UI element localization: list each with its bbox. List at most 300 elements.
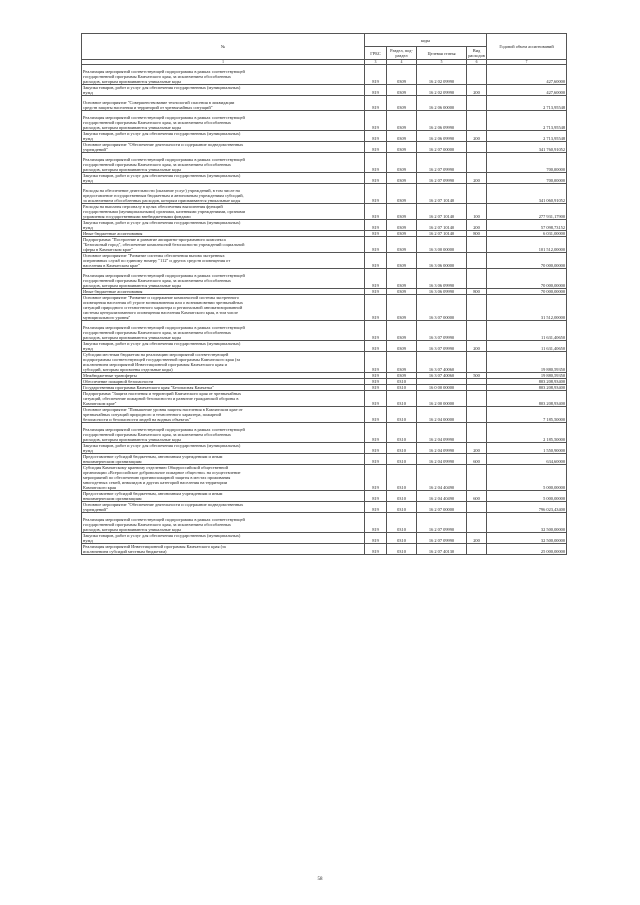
row-amount: 25 000,00000: [487, 544, 567, 555]
index-cell: 4: [387, 60, 417, 65]
row-target: 16 2 06 00000: [417, 96, 467, 111]
row-grbs: 819: [365, 513, 387, 533]
row-description: [82, 153, 365, 173]
row-expense-type: [467, 544, 487, 555]
row-target: 16 2 07 10140: [417, 184, 467, 204]
row-target: 16 2 04 09990: [417, 454, 467, 465]
description-line: субсидий, которым присвоены отдельные коды): [83, 367, 173, 372]
description-line: Камчатского края: [83, 485, 116, 490]
description-line: государственными (муниципальными) органами, казенными учреждениями, органами: [83, 209, 245, 214]
description-line: нужд: [83, 448, 93, 453]
header-codes: коды: [365, 34, 487, 47]
table-row: [82, 111, 567, 131]
description-line: Подпрограмма "Построение и развитие аппаратно-программного комплекса: [83, 237, 226, 242]
row-description: [82, 269, 365, 289]
row-section: 0309: [387, 153, 417, 173]
description-line: населения в Камчатском крае": [83, 263, 140, 268]
row-target: 16 2 07 00000: [417, 142, 467, 153]
row-grbs: 819: [365, 231, 387, 237]
row-expense-type: [467, 423, 487, 443]
row-description: [82, 85, 365, 96]
row-section: 0309: [387, 142, 417, 153]
row-description: [82, 142, 365, 153]
description-line: нужд: [83, 90, 93, 95]
row-amount: 634,60000: [487, 454, 567, 465]
row-amount: 2 713,95548: [487, 131, 567, 142]
description-line: расходов, которым присваиваются уникальные коды: [83, 167, 181, 172]
row-amount: 32 500,00000: [487, 513, 567, 533]
row-section: 0309: [387, 85, 417, 96]
row-amount: 19 880,59350: [487, 352, 567, 373]
row-amount: 32 500,00000: [487, 533, 567, 544]
description-line: чрезвычайных ситуаций природного и техногенного характера, пожарной: [83, 412, 222, 417]
row-description: [82, 253, 365, 269]
row-amount: 700,00000: [487, 153, 567, 173]
description-line: расходов, которым присваиваются уникальные коды: [83, 125, 181, 130]
description-line: системы централизованного оповещения населения Камчатского края, в том числе: [83, 310, 238, 315]
description-line: расходов, которым присваиваются уникальные коды: [83, 79, 181, 84]
row-amount: 803 208,93400: [487, 379, 567, 385]
table-row: [82, 220, 567, 231]
row-description: [82, 502, 365, 513]
description-line: подпрограммы соответствующей государственной программы Камчатского края (за: [83, 357, 241, 362]
row-description: [82, 352, 365, 373]
row-amount: 2 713,95548: [487, 96, 567, 111]
row-description: [82, 341, 365, 352]
row-amount: 11 631,40650: [487, 321, 567, 341]
row-grbs: 819: [365, 237, 387, 253]
description-line: нужд: [83, 346, 93, 351]
description-line: предоставление государственным бюджетным и автономным учреждениям субсидий,: [83, 193, 244, 198]
description-line: расходов, которым присваиваются уникальные коды: [83, 283, 181, 288]
row-amount: 7 185,50000: [487, 407, 567, 423]
row-description: [82, 513, 365, 533]
row-expense-type: 200: [467, 220, 487, 231]
row-grbs: 819: [365, 465, 387, 491]
row-grbs: 819: [365, 407, 387, 423]
row-section: 0310: [387, 407, 417, 423]
row-target: 16 3 07 00000: [417, 295, 467, 321]
row-description: [82, 220, 365, 231]
row-expense-type: [467, 96, 487, 111]
row-target: 16 3 07 09990: [417, 321, 467, 341]
header-amount: Годовой объем ассигнований: [487, 34, 567, 60]
row-expense-type: [467, 465, 487, 491]
row-grbs: 819: [365, 173, 387, 184]
table-header-row: [82, 34, 567, 47]
index-cell: 6: [467, 60, 487, 65]
row-amount: 70 000,00000: [487, 289, 567, 295]
row-amount: 803 208,93400: [487, 391, 567, 407]
row-description: [82, 237, 365, 253]
description-line: управления государственными внебюджетными фондами: [83, 214, 191, 219]
table-row: [82, 295, 567, 321]
row-grbs: 819: [365, 142, 387, 153]
row-description: [82, 533, 365, 544]
row-target: 16 2 04 00000: [417, 407, 467, 423]
row-target: 16 2 04 09990: [417, 423, 467, 443]
description-line: государственной программы Камчатского края, за исключением обособленных: [83, 330, 232, 335]
description-line: учреждений": [83, 507, 108, 512]
table-row: [82, 321, 567, 341]
row-target: 16 3 07 40060: [417, 352, 467, 373]
row-grbs: 819: [365, 85, 387, 96]
row-section: 0310: [387, 454, 417, 465]
description-line: государственной программы Камчатского края, за исключением обособленных: [83, 522, 232, 527]
row-section: 0309: [387, 289, 417, 295]
row-section: 0309: [387, 131, 417, 142]
row-expense-type: [467, 295, 487, 321]
row-amount: 2 713,95548: [487, 111, 567, 131]
table-row: [82, 423, 567, 443]
description-line: Основное мероприятие "Развитие системы обеспечения вызова экстренных: [83, 253, 225, 258]
description-line: Реализация мероприятий Инвестиционной программы Камчатского края (за: [83, 544, 226, 549]
row-amount: 700,00000: [487, 173, 567, 184]
row-amount: 19 880,59350: [487, 373, 567, 379]
row-description: [82, 407, 365, 423]
row-expense-type: [467, 407, 487, 423]
description-line: Субсидии местным бюджетам на реализацию мероприятий соответствующей: [83, 352, 229, 357]
description-line: оперативных служб по единому номеру "112" и других средств оповещения от: [83, 258, 231, 263]
description-line: расходов, которым присваиваются уникальные коды: [83, 335, 181, 340]
description-line: государственной программы Камчатского края, за исключением обособленных: [83, 278, 232, 283]
row-section: 0309: [387, 341, 417, 352]
description-line: Реализация мероприятий соответствующей подпрограммы в рамках соответствующей: [83, 69, 245, 74]
table-row: [82, 253, 567, 269]
index-cell: 3: [365, 60, 387, 65]
row-target: 16 3 00 00000: [417, 237, 467, 253]
description-line: Реализация мероприятий соответствующей подпрограммы в рамках соответствующей: [83, 325, 245, 330]
row-description: [82, 491, 365, 502]
row-section: 0309: [387, 96, 417, 111]
description-line: ситуаций, обеспечение пожарной безопасности и развитие гражданской обороны в: [83, 396, 239, 401]
budget-table: [81, 33, 567, 555]
row-grbs: 819: [365, 544, 387, 555]
row-grbs: 819: [365, 204, 387, 220]
row-section: 0309: [387, 173, 417, 184]
row-target: 16 3 06 09990: [417, 289, 467, 295]
row-expense-type: [467, 111, 487, 131]
row-description: [82, 204, 365, 220]
row-target: 16 2 07 09990: [417, 153, 467, 173]
row-grbs: 819: [365, 253, 387, 269]
row-expense-type: [467, 142, 487, 153]
table-row: [82, 443, 567, 454]
description-line: исключением субсидий местным бюджетам): [83, 549, 167, 554]
row-description: [82, 544, 365, 555]
header-grbs: ГРБС: [365, 47, 387, 60]
row-grbs: 819: [365, 96, 387, 111]
row-grbs: 819: [365, 352, 387, 373]
description-line: муниципального уровня": [83, 315, 131, 320]
description-line: Закупка товаров, работ и услуг для обеспечения государственных (муниципальных): [83, 443, 241, 448]
row-description: [82, 111, 365, 131]
row-expense-type: [467, 391, 487, 407]
row-target: 16 3 07 09990: [417, 341, 467, 352]
table-row: [82, 407, 567, 423]
row-target: 16 3 07 40060: [417, 373, 467, 379]
row-grbs: 819: [365, 341, 387, 352]
table-row: [82, 173, 567, 184]
row-target: 16 2 04 09990: [417, 443, 467, 454]
row-target: 16 2 04 40490: [417, 465, 467, 491]
row-section: 0310: [387, 465, 417, 491]
row-section: 0309: [387, 65, 417, 85]
table-row: [82, 352, 567, 373]
row-expense-type: [467, 237, 487, 253]
description-line: некоммерческим организациям: [83, 459, 142, 464]
row-description: [82, 295, 365, 321]
description-line: Государственная программа Камчатского края "Безопасная Камчатка": [83, 385, 214, 390]
description-line: Предоставление субсидий бюджетным, автономным учреждениям и иным: [83, 491, 223, 496]
row-section: 0310: [387, 385, 417, 391]
row-grbs: 819: [365, 385, 387, 391]
row-section: 0310: [387, 423, 417, 443]
row-section: 0309: [387, 111, 417, 131]
row-expense-type: [467, 321, 487, 341]
row-grbs: 819: [365, 153, 387, 173]
row-target: 16 2 06 09990: [417, 111, 467, 131]
row-amount: 57 098,73152: [487, 220, 567, 231]
table-row: [82, 96, 567, 111]
description-line: учреждений": [83, 147, 108, 152]
row-grbs: 819: [365, 111, 387, 131]
description-line: нужд: [83, 136, 93, 141]
description-line: нужд: [83, 178, 93, 183]
description-line: средств защиты населения и территорий от чрезвычайных ситуаций": [83, 105, 213, 110]
description-line: за исключением обособленных расходов, которым присваиваются уникальные коды: [83, 198, 241, 203]
description-line: Закупка товаров, работ и услуг для обеспечения государственных (муниципальных): [83, 220, 241, 225]
row-grbs: 819: [365, 454, 387, 465]
row-section: 0310: [387, 544, 417, 555]
row-target: 16 2 07 09990: [417, 533, 467, 544]
row-grbs: 819: [365, 131, 387, 142]
row-section: 0310: [387, 443, 417, 454]
row-expense-type: [467, 184, 487, 204]
row-grbs: 819: [365, 269, 387, 289]
row-expense-type: 200: [467, 533, 487, 544]
table-row: [82, 491, 567, 502]
row-grbs: 819: [365, 533, 387, 544]
description-line: некоммерческим организациям: [83, 496, 142, 501]
row-section: 0309: [387, 352, 417, 373]
row-amount: 341 060,91052: [487, 184, 567, 204]
table-row: [82, 513, 567, 533]
description-line: государственной программы Камчатского края, за исключением обособленных: [83, 120, 232, 125]
description-line: организации «Всероссийское добровольное пожарное общество» на осуществление: [83, 470, 241, 475]
description-line: Субсидия Камчатскому краевому отделению Общероссийской общественной: [83, 465, 229, 470]
index-cell: 1: [82, 60, 365, 65]
description-line: исключением мероприятий Инвестиционной программы Камчатского края и: [83, 362, 227, 367]
row-expense-type: 200: [467, 131, 487, 142]
row-target: 16 0 00 00000: [417, 385, 467, 391]
row-target: 16 2 02 09990: [417, 65, 467, 85]
row-section: 0309: [387, 231, 417, 237]
table-row: [82, 391, 567, 407]
row-amount: 277 931,17900: [487, 204, 567, 220]
row-amount: 341 760,91052: [487, 142, 567, 153]
table-row: [82, 85, 567, 96]
row-amount: 427,60000: [487, 85, 567, 96]
row-amount: 70 000,00000: [487, 269, 567, 289]
table-row: [82, 131, 567, 142]
index-cell: 5: [417, 60, 467, 65]
row-amount: 803 208,93400: [487, 385, 567, 391]
description-line: Предоставление субсидий бюджетным, автономным учреждениям и иным: [83, 454, 223, 459]
row-amount: 5 000,00000: [487, 491, 567, 502]
row-section: 0309: [387, 321, 417, 341]
description-line: Реализация мероприятий соответствующей подпрограммы в рамках соответствующей: [83, 427, 245, 432]
row-description: [82, 443, 365, 454]
table-body: [82, 65, 567, 555]
description-line: расходов, которым присваиваются уникальные коды: [83, 527, 181, 532]
row-target: 16 3 06 09990: [417, 269, 467, 289]
row-target: 16 2 00 00000: [417, 391, 467, 407]
row-expense-type: 800: [467, 289, 487, 295]
table-row: [82, 269, 567, 289]
description-line: Межбюджетные трансферты: [83, 373, 137, 378]
row-target: 16 2 07 40130: [417, 544, 467, 555]
description-line: Основное мероприятие "Совершенствование технологий спасения в ликвидации: [83, 100, 235, 105]
description-line: сферы в Камчатском крае": [83, 247, 133, 252]
description-line: Реализация мероприятий соответствующей подпрограммы в рамках соответствующей: [83, 517, 245, 522]
description-line: Обеспечение пожарной безопасности: [83, 379, 154, 384]
row-amount: 427,60000: [487, 65, 567, 85]
row-amount: 101 512,00000: [487, 237, 567, 253]
row-expense-type: [467, 513, 487, 533]
row-target: 16 2 07 09990: [417, 173, 467, 184]
row-section: 0309: [387, 253, 417, 269]
table-row: [82, 153, 567, 173]
header-section: Раздел, под-раздел: [387, 47, 417, 60]
description-line: Реализация мероприятий соответствующей подпрограммы в рамках соответствующей: [83, 115, 245, 120]
budget-document: [81, 33, 566, 555]
row-grbs: 819: [365, 423, 387, 443]
row-grbs: 819: [365, 65, 387, 85]
table-row: [82, 465, 567, 491]
row-expense-type: 100: [467, 204, 487, 220]
description-line: Основное мероприятие "Повышение уровня защиты населения в Камчатском крае от: [83, 407, 243, 412]
row-expense-type: 200: [467, 341, 487, 352]
table-row: [82, 184, 567, 204]
row-target: 16 2 07 00000: [417, 502, 467, 513]
row-amount: 2 185,50000: [487, 423, 567, 443]
row-grbs: 819: [365, 321, 387, 341]
row-description: [82, 131, 365, 142]
description-line: Закупка товаров, работ и услуг для обеспечения государственных (муниципальных): [83, 173, 241, 178]
row-section: 0310: [387, 491, 417, 502]
row-amount: 6 031,00000: [487, 231, 567, 237]
row-target: 16 2 04 40490: [417, 491, 467, 502]
description-line: нужд: [83, 538, 93, 543]
description-line: государственной программы Камчатского края, за исключением обособленных: [83, 432, 232, 437]
row-section: 0309: [387, 204, 417, 220]
row-expense-type: 200: [467, 443, 487, 454]
row-section: 0309: [387, 269, 417, 289]
description-line: Реализация мероприятий соответствующей подпрограммы в рамках соответствующей: [83, 273, 245, 278]
row-description: [82, 423, 365, 443]
row-description: [82, 465, 365, 491]
row-target: 16 2 07 10140: [417, 231, 467, 237]
description-line: ситуаций природного и техногенного характера и региональной автоматизированной: [83, 305, 243, 310]
row-grbs: 819: [365, 289, 387, 295]
table-row: [82, 454, 567, 465]
row-description: [82, 184, 365, 204]
table-row: [82, 544, 567, 555]
row-description: [82, 391, 365, 407]
description-line: безопасности и безопасности людей на водных объектах": [83, 417, 191, 422]
row-grbs: 819: [365, 295, 387, 321]
header-target: Целевая статья: [417, 47, 467, 60]
row-grbs: 819: [365, 491, 387, 502]
description-line: Закупка товаров, работ и услуг для обеспечения государственных (муниципальных): [83, 131, 241, 136]
row-amount: 31 512,00000: [487, 295, 567, 321]
row-target: 16 2 07 09990: [417, 513, 467, 533]
row-section: 0309: [387, 184, 417, 204]
row-section: 0309: [387, 220, 417, 231]
row-expense-type: 200: [467, 173, 487, 184]
description-line: Камчатском крае": [83, 401, 117, 406]
description-line: мероприятий по обеспечению противопожарной защиты в местах проживания: [83, 475, 231, 480]
description-line: Закупка товаров, работ и услуг для обеспечения государственных (муниципальных): [83, 85, 241, 90]
row-expense-type: [467, 153, 487, 173]
row-expense-type: [467, 502, 487, 513]
table-row: [82, 533, 567, 544]
description-line: "Безопасный город", обеспечение комплексной безопасности учреждений социальной: [83, 242, 245, 247]
row-expense-type: [467, 352, 487, 373]
index-cell: 7: [487, 60, 567, 65]
description-line: Закупка товаров, работ и услуг для обеспечения государственных (муниципальных): [83, 533, 241, 538]
table-row: [82, 142, 567, 153]
header-expense-type: Вид расходов: [468, 48, 485, 58]
description-line: Реализация мероприятий соответствующей подпрограммы в рамках соответствующей: [83, 157, 245, 162]
description-line: государственной программы Камчатского края, за исключением обособленных: [83, 74, 232, 79]
row-grbs: 819: [365, 443, 387, 454]
row-section: 0309: [387, 295, 417, 321]
description-line: расходов, которым присваиваются уникальные коды: [83, 437, 181, 442]
row-amount: 70 000,00000: [487, 253, 567, 269]
row-target: 16 2 06 09990: [417, 131, 467, 142]
row-description: [82, 173, 365, 184]
table-row: [82, 204, 567, 220]
description-line: многодетных семей, инвалидов и других категорий населения на территории: [83, 480, 228, 485]
row-grbs: 819: [365, 379, 387, 385]
description-line: Основное мероприятие "Обеспечение деятельности и содержание подведомственных: [83, 502, 244, 507]
row-grbs: 819: [365, 184, 387, 204]
row-amount: 796 023,43400: [487, 502, 567, 513]
row-section: 0310: [387, 533, 417, 544]
description-line: Основное мероприятие "Обеспечение деятельности и содержание подведомственных: [83, 142, 244, 147]
row-grbs: 819: [365, 502, 387, 513]
row-amount: 1 550,90000: [487, 443, 567, 454]
row-amount: 5 000,00000: [487, 465, 567, 491]
description-line: государственной программы Камчатского края, за исключением обособленных: [83, 162, 232, 167]
description-line: Основное мероприятие "Развитие и содержание комплексной системы экстренного: [83, 295, 239, 300]
page-number: 58: [317, 877, 323, 882]
table-row: [82, 65, 567, 85]
row-expense-type: [467, 65, 487, 85]
table-row: [82, 341, 567, 352]
row-amount: 11 631,40650: [487, 341, 567, 352]
row-target: 16 2 07 10140: [417, 220, 467, 231]
row-target: 16 2 07 10140: [417, 204, 467, 220]
table-row: [82, 502, 567, 513]
row-grbs: 819: [365, 391, 387, 407]
row-section: 0310: [387, 379, 417, 385]
description-line: нужд: [83, 225, 93, 230]
description-line: Закупка товаров, работ и услуг для обеспечения государственных (муниципальных): [83, 341, 241, 346]
description-line: Расходы на обеспечение деятельности (оказание услуг) учреждений, в том числе на: [83, 188, 240, 193]
